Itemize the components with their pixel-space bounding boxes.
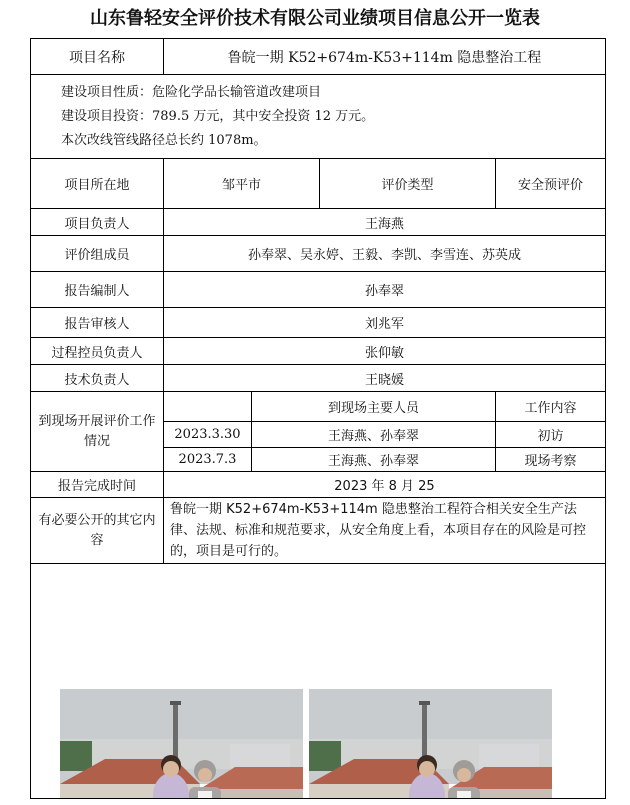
project-length: 本次改线管线路径总长约 1078m。 <box>61 132 267 148</box>
other-value: 鲁皖一期 K52+674m-K53+114m 隐患整治工程符合相关安全生产法律、法规、标准和规范要求，从安全角度上看，本项目存在的风险是可控的，项目是可行的。 <box>164 498 606 564</box>
row-members <box>31 236 606 272</box>
site-work-header: 工作内容 <box>496 392 606 422</box>
other-label: 有必要公开的其它内容 <box>31 498 164 564</box>
row-author <box>31 272 606 308</box>
visit-date: 2023.7.3 <box>164 448 252 472</box>
site-photo-1 <box>60 689 303 799</box>
row-tech <box>31 365 606 392</box>
leader-value: 王海燕 <box>164 209 606 236</box>
project-info-cell <box>31 75 606 159</box>
site-photo-2 <box>309 689 552 799</box>
process-value: 张仰敏 <box>164 338 606 365</box>
tech-value: 王晓媛 <box>164 365 606 392</box>
project-investment: 建设项目投资：789.5 万元，其中安全投资 12 万元。 <box>61 108 375 124</box>
author-value: 孙奉翠 <box>164 272 606 308</box>
project-name-value: 鲁皖一期 K52+674m-K53+114m 隐患整治工程 <box>164 39 606 75</box>
row-reviewer <box>31 308 606 338</box>
row-process <box>31 338 606 365</box>
eval-type-label: 评价类型 <box>320 159 496 209</box>
page-title: 山东鲁轻安全评价技术有限公司业绩项目信息公开一览表 <box>90 8 540 29</box>
row-project-name <box>31 39 606 75</box>
visit-work: 现场考察 <box>496 448 606 472</box>
author-label: 报告编制人 <box>31 272 164 308</box>
reviewer-label: 报告审核人 <box>31 308 164 338</box>
row-other <box>31 498 606 564</box>
visit-work: 初访 <box>496 422 606 448</box>
row-photos <box>31 564 606 799</box>
visit-people: 王海燕、孙奉翠 <box>252 448 496 472</box>
completion-value: 2023 年 8 月 25 <box>164 472 606 498</box>
row-project-info <box>31 75 606 159</box>
project-nature: 建设项目性质：危险化学品长输管道改建项目 <box>61 84 322 100</box>
site-date-header <box>164 392 252 422</box>
row-site-header <box>31 392 606 422</box>
members-label: 评价组成员 <box>31 236 164 272</box>
tech-label: 技术负责人 <box>31 365 164 392</box>
visit-date: 2023.3.30 <box>164 422 252 448</box>
photos-cell <box>31 564 606 799</box>
site-people-header: 到现场主要人员 <box>252 392 496 422</box>
row-leader <box>31 209 606 236</box>
row-completion <box>31 472 606 498</box>
location-value: 邹平市 <box>164 159 320 209</box>
process-label: 过程控员负责人 <box>31 338 164 365</box>
completion-label: 报告完成时间 <box>31 472 164 498</box>
members-value: 孙奉翠、吴永婷、王毅、李凯、李雪连、苏英成 <box>164 236 606 272</box>
info-table <box>30 38 606 799</box>
project-name-label: 项目名称 <box>31 39 164 75</box>
eval-type-value: 安全预评价 <box>496 159 606 209</box>
site-label: 到现场开展评价工作情况 <box>31 392 164 472</box>
location-label: 项目所在地 <box>31 159 164 209</box>
leader-label: 项目负责人 <box>31 209 164 236</box>
visit-people: 王海燕、孙奉翠 <box>252 422 496 448</box>
reviewer-value: 刘兆军 <box>164 308 606 338</box>
row-location <box>31 159 606 209</box>
